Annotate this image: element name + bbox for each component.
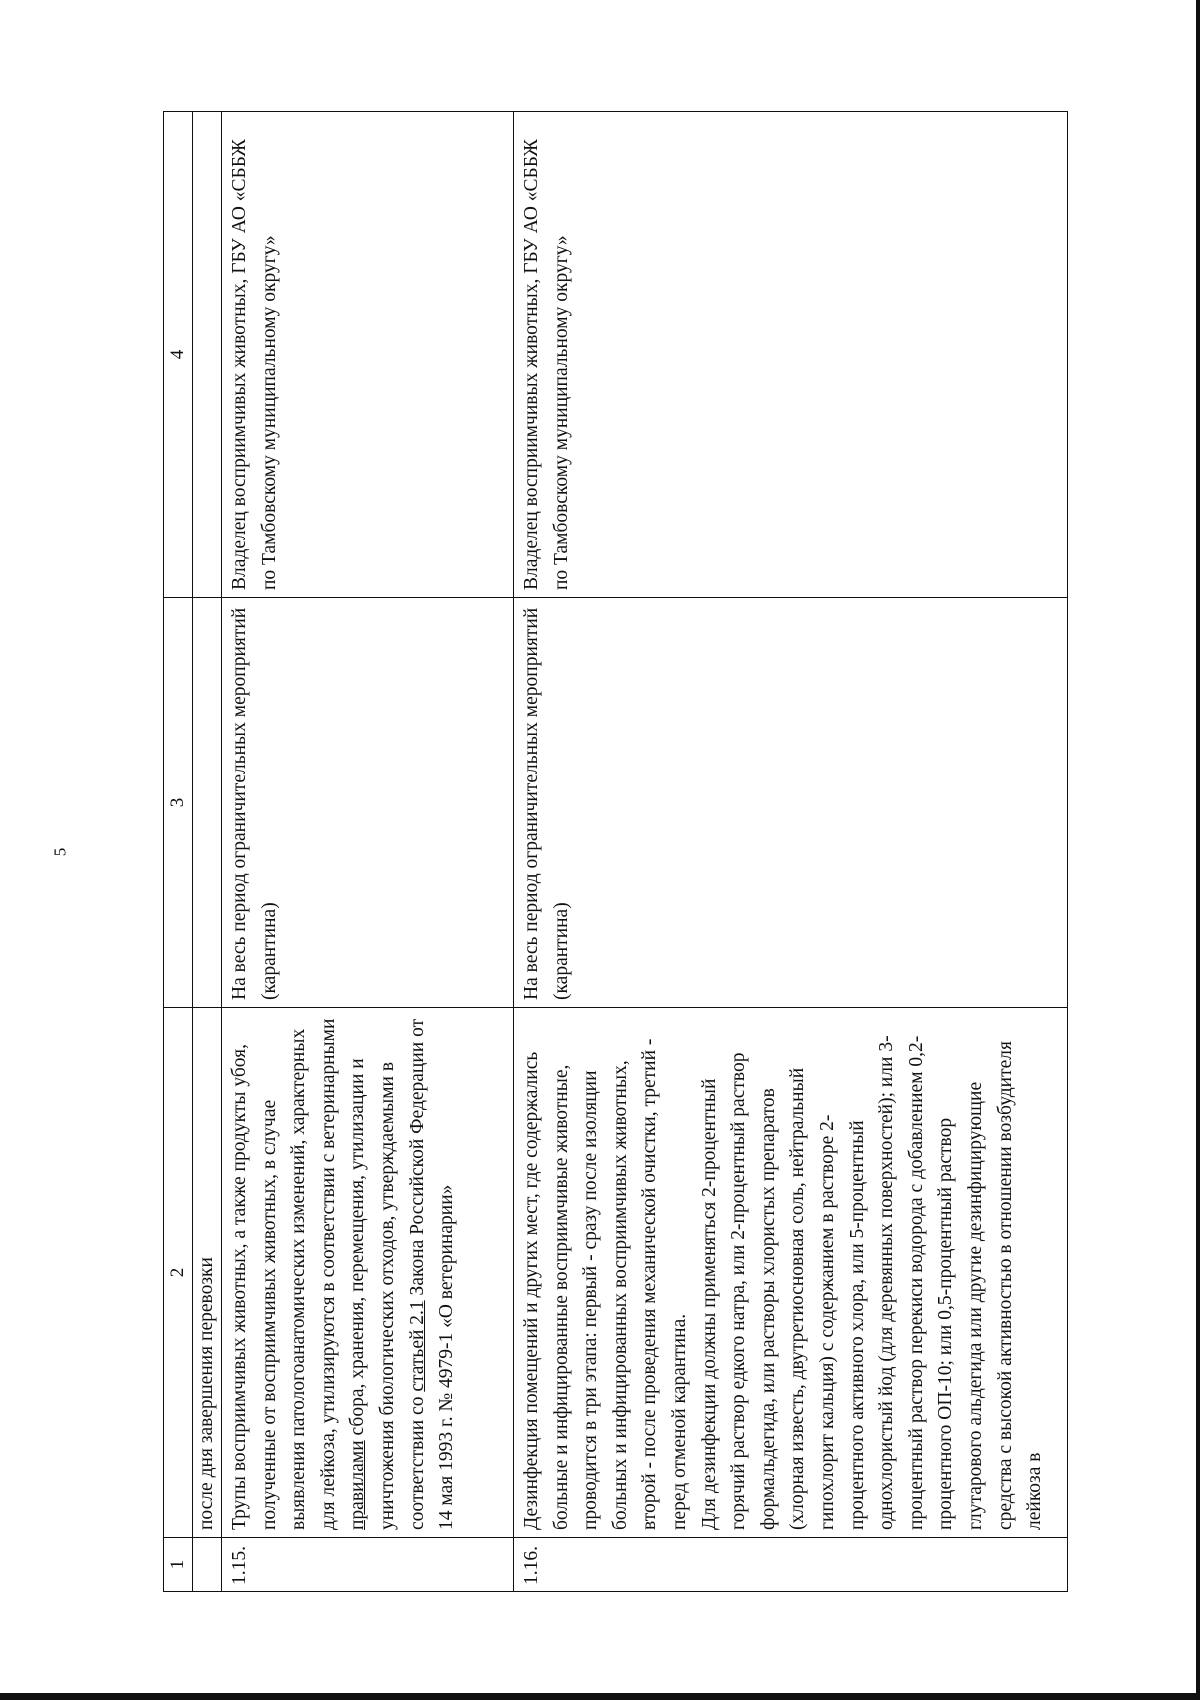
continuation-row — [193, 112, 222, 1592]
table-row — [222, 112, 514, 1592]
responsible-cell: Владелец восприимчивых животных, ГБУ АО «СББЖ по Тамбовскому муниципальному округу» — [222, 112, 514, 598]
responsible-cell: Владелец восприимчивых животных, ГБУ АО «СББЖ по Тамбовскому муниципальному округу» — [514, 112, 1068, 598]
header-cell-3: 3 — [164, 598, 193, 1008]
article-link[interactable]: статьей 2.1 — [406, 1300, 428, 1392]
period-cell: На весь период ограничительных мероприятий (карантина) — [222, 598, 514, 1008]
continuation-num-cell — [193, 1538, 222, 1592]
measures-table — [163, 111, 1068, 1592]
row-number: 1.15. — [222, 1538, 514, 1592]
table-row — [514, 112, 1068, 1592]
header-cell-4: 4 — [164, 112, 193, 598]
description-text: Закона Российской Федерации от 14 мая 1993 г. № 4979-1 «О ветеринарии» — [406, 1018, 458, 1530]
description-paragraph: Для дезинфекции должны применяться 2-процентный горячий раствор едкого натра, или 2-процентный раствор формальдегида, или растворы хлористых препаратов (хлорная известь, двутретиосновная соль, нейтральный гипохлорит кальция) с содержанием в растворе 2-процентного активного хлора, или 5-процентный однохлористый йод (для деревянных поверхностей); или 3-процентный раствор перекиси водорода с добавлением 0,2-процентного ОП-10; или 0,5-процентный раствор глутарового альдегида или другие дезинфицирующие средства с высокой активностью в отношении возбудителя лейкоза в — [698, 1035, 1046, 1530]
scan-edge-right — [1196, 0, 1200, 1700]
header-cell-2: 2 — [164, 1008, 193, 1538]
description-paragraph: Дезинфекция помещений и других мест, где содержались больные и инфицированные восприимчивые животные, проводится в три этапа: первый - сразу после изоляции больных и инфицированных восприимчивых животных, второй - после проведения механической очистки, третий - перед отменой карантина. — [521, 1038, 690, 1530]
description-text: сбора, хранения, перемещения, утилизации и уничтожения биологических отходов, утверждаемыми в соответствии со — [347, 1058, 428, 1530]
measure-description — [514, 1008, 1068, 1538]
row-number: 1.16. — [514, 1538, 1068, 1592]
rules-link[interactable]: правилами — [347, 1440, 369, 1530]
period-cell: На весь период ограничительных мероприятий (карантина) — [514, 598, 1068, 1008]
continuation-text: после дня завершения перевозки — [193, 1008, 222, 1538]
continuation-period-cell — [193, 598, 222, 1008]
scan-edge-bottom — [0, 1693, 1200, 1700]
measure-description — [222, 1008, 514, 1538]
rotated-table-container — [163, 112, 1068, 1592]
table-header-row — [164, 112, 193, 1592]
page-number: 5 — [50, 847, 70, 857]
header-cell-1: 1 — [164, 1538, 193, 1592]
description-text: Трупы восприимчивых животных, а также продукты убоя, полученные от восприимчивых животных, в случае выявления патологоанатомических изменений, характерных для лейкоза, утилизируются в соответствии с ветеринарными — [229, 1018, 339, 1530]
continuation-responsible-cell — [193, 112, 222, 598]
